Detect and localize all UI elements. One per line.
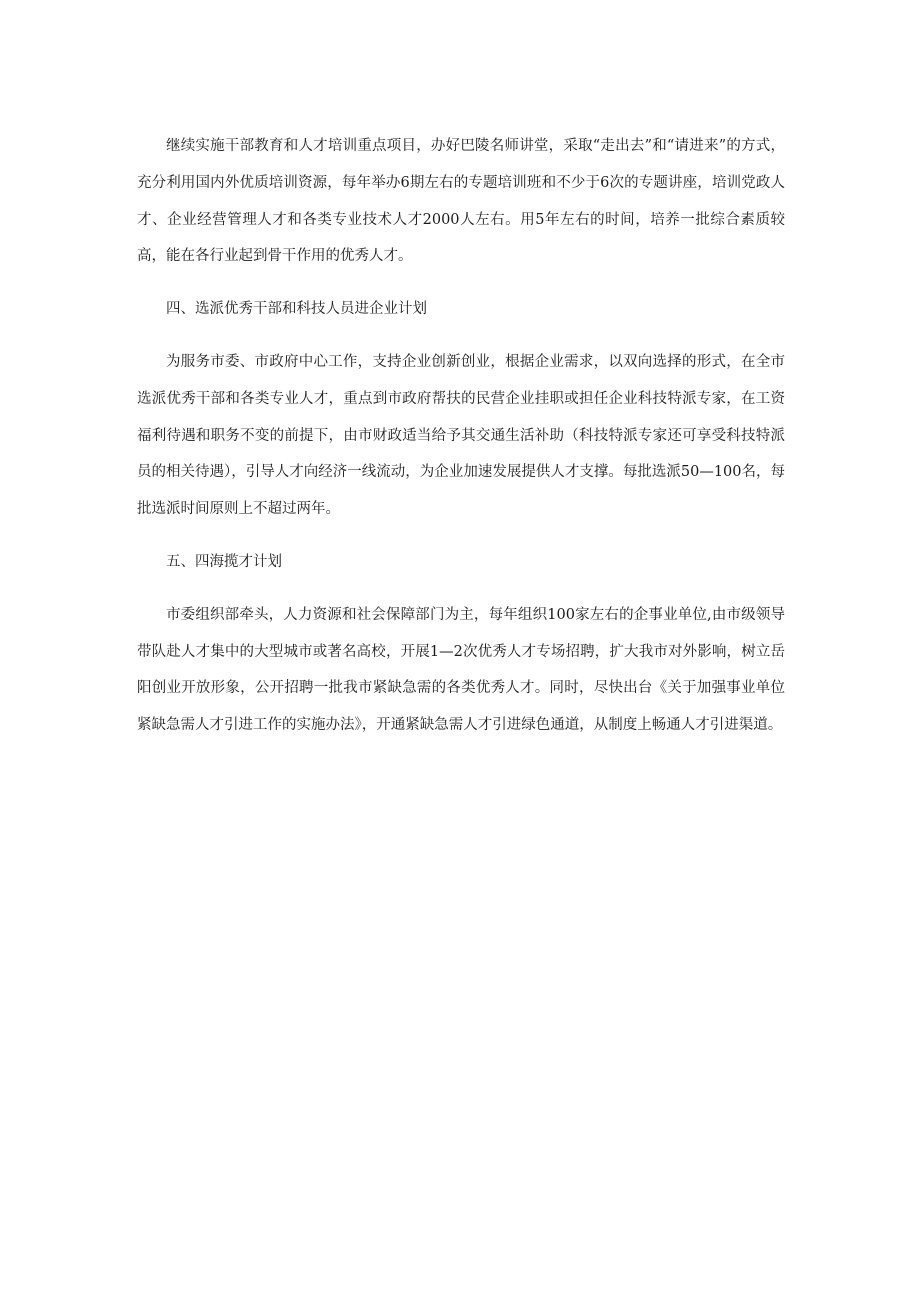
spacer bbox=[137, 581, 785, 597]
spacer bbox=[137, 328, 785, 344]
paragraph-training: 继续实施干部教育和人才培训重点项目，办好巴陵名师讲堂，采取“走出去”和“请进来”的方式，充分利用国内外优质培训资源，每年举办6期左右的专题培训班和不少于6次的专题讲座，培训党政人才、企业经营管理人才和各类专业技术人才2000人左右。用5年左右的时间，培养一批综合素质较高，能在各行业起到骨干作用的优秀人才。 bbox=[137, 138, 785, 265]
paragraph-recruitment: 市委组织部牵头，人力资源和社会保障部门为主，每年组织100家左右的企事业单位,由市级领导带队赴人才集中的大型城市或著名高校，开展1—2次优秀人才专场招聘，扩大我市对外影响，树立岳阳创业开放形象，公开招聘一批我市紧缺急需的各类优秀人才。同时，尽快出台《关于加强事业单位紧缺急需人才引进工作的实施办法》，开通紧缺急需人才引进绿色通道，从制度上畅通人才引进渠道。 bbox=[137, 606, 785, 734]
heading-section-4: 四、选派优秀干部和科技人员进企业计划 bbox=[166, 301, 427, 318]
paragraph-dispatch: 为服务市委、市政府中心工作，支持企业创新创业，根据企业需求，以双向选择的形式，在全市选派优秀干部和各类专业人才，重点到市政府帮扶的民营企业挂职或担任企业科技特派专家，在工资福利待遇和职务不变的前提下，由市财政适当给予其交通生活补助（科技特派专家还可享受科技特派员的相关待遇），引导人才向经济一线流动，为企业加速发展提供人才支撑。每批选派50—100名，每批选派时间原则上不超过两年。 bbox=[137, 353, 785, 518]
spacer bbox=[137, 528, 785, 544]
heading-section-5: 五、四海揽才计划 bbox=[166, 553, 282, 570]
spacer bbox=[137, 275, 785, 291]
document-body bbox=[137, 128, 785, 744]
